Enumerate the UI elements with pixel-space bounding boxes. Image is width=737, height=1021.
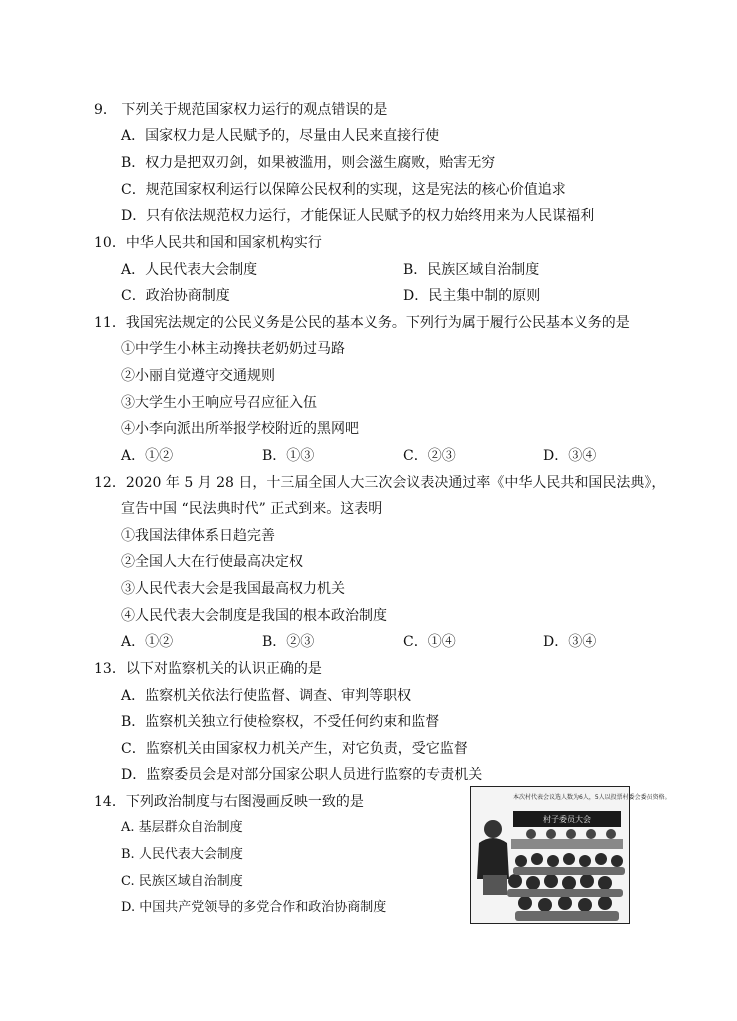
question-12-item-3: ③人民代表大会是我国最高权力机关 (121, 581, 345, 597)
question-13-option-c: C．监察机关由国家权力机关产生，对它负责，受它监督 (121, 741, 468, 757)
speaker-head (484, 820, 502, 838)
question-9-option-b: B．权力是把双刃剑，如果被滥用，则会滋生腐败，贻害无穷 (121, 155, 496, 171)
cartoon-drawing (471, 787, 671, 923)
question-14-option-b: B. 人民代表大会制度 (121, 847, 243, 862)
question-11-item-1: ①中学生小林主动搀扶老奶奶过马路 (121, 341, 345, 357)
village-meeting-cartoon (470, 786, 671, 924)
question-11-option-a: A．①② (121, 448, 174, 464)
cartoon-speech-text: 本次村代表会议选人数为6人，5人以投票村委会委员资格。 (513, 794, 671, 801)
question-12-stem-line-2: 宣告中国 “民法典时代” 正式到来。这表明 (121, 501, 383, 517)
question-12-item-2: ②全国人大在行使最高决定权 (121, 554, 303, 570)
question-12-item-1: ①我国法律体系日趋完善 (121, 528, 275, 544)
question-11-item-4: ④小李向派出所举报学校附近的黑网吧 (121, 421, 359, 437)
question-10-option-a: A．人民代表大会制度 (121, 262, 258, 278)
question-11-option-c: C．②③ (403, 448, 456, 464)
question-11-item-2: ②小丽自觉遵守交通规则 (121, 368, 275, 384)
speaker-body (477, 838, 509, 879)
question-12-option-a: A．①② (121, 634, 174, 650)
question-13-stem: 13．以下对监察机关的认识正确的是 (94, 661, 322, 677)
question-11-option-b: B．①③ (262, 448, 315, 464)
question-12-stem-line-1: 12．2020 年 5 月 28 日，十三届全国人大三次会议表决通过率《中华人民共和国民法典》， (94, 475, 666, 491)
question-13-option-b: B．监察机关独立行使检察权，不受任何约束和监督 (121, 714, 440, 730)
question-10-option-b: B．民族区域自治制度 (403, 262, 540, 278)
question-11-option-d: D．③④ (543, 448, 597, 464)
banner-text: 村子委员大会 (543, 815, 591, 824)
question-14-option-d: D. 中国共产党领导的多党合作和政治协商制度 (121, 900, 387, 915)
question-10-stem: 10．中华人民共和国和国家机构实行 (94, 235, 322, 251)
question-12-item-4: ④人民代表大会制度是我国的根本政治制度 (121, 608, 387, 624)
question-12-option-b: B．②③ (262, 634, 315, 650)
question-9-option-a: A．国家权力是人民赋予的，尽量由人民来直接行使 (121, 128, 440, 144)
question-12-option-d: D．③④ (543, 634, 597, 650)
question-14-option-a: A. 基层群众自治制度 (121, 820, 243, 835)
officials-table (511, 839, 623, 849)
question-10-option-c: C．政治协商制度 (121, 288, 230, 304)
ballot-box (483, 875, 507, 895)
question-9-option-d: D．只有依法规范权力运行，才能保证人民赋予的权力始终用来为人民谋福利 (121, 208, 595, 224)
question-11-item-3: ③大学生小王响应号召应征入伍 (121, 395, 317, 411)
question-14-option-c: C. 民族区域自治制度 (121, 874, 243, 889)
question-13-option-a: A．监察机关依法行使监督、调查、审判等职权 (121, 688, 412, 704)
question-12-option-c: C．①④ (403, 634, 456, 650)
question-9-stem: 9． 下列关于规范国家权力运行的观点错误的是 (94, 102, 388, 118)
question-14-stem: 14．下列政治制度与右图漫画反映一致的是 (94, 794, 364, 810)
question-11-stem: 11．我国宪法规定的公民义务是公民的基本义务。下列行为属于履行公民基本义务的是 (94, 315, 630, 331)
question-9-option-c: C．规范国家权利运行以保障公民权利的实现，这是宪法的核心价值追求 (121, 182, 566, 198)
question-10-option-d: D．民主集中制的原则 (403, 288, 541, 304)
question-13-option-d: D．监察委员会是对部分国家公职人员进行监察的专责机关 (121, 767, 483, 783)
